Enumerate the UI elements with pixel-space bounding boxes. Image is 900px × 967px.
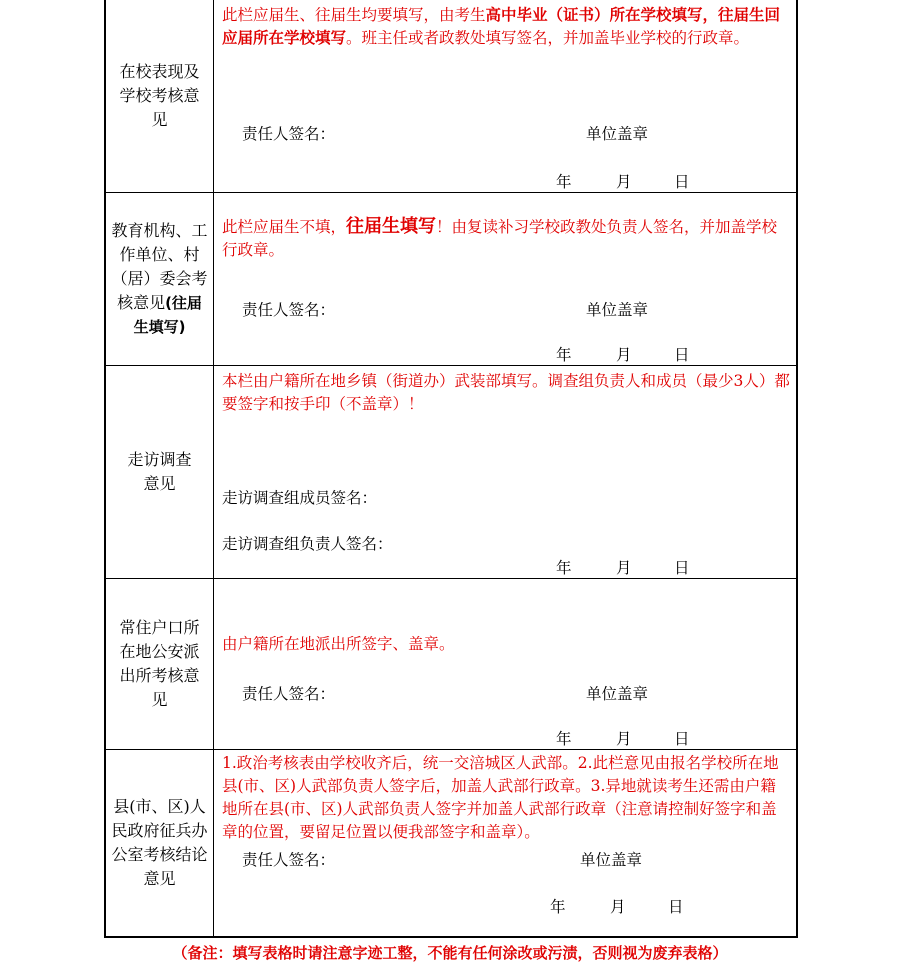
date-line [556,556,690,578]
date-day: 日 [668,898,684,916]
form-row-recruitment-office-conclusion [106,749,796,936]
instruction-note: 本栏由户籍所在地乡镇（街道办）武装部填写。调查组负责人和成员（最少3人）都要签字和按手印（不盖章）！ [222,372,790,413]
date-year: 年 [556,730,572,748]
row-content-school-review[interactable] [214,0,796,192]
note-text: 。班主任或者政教处填写签名，并加盖毕业学校的行政章。 [346,29,750,47]
row-content-recruitment-office-conclusion[interactable] [214,750,796,936]
date-month: 月 [616,173,632,191]
date-month: 月 [616,346,632,364]
leader-signature-label: 走访调查组负责人签名： [222,535,393,553]
form-row-school-review [106,0,796,192]
row-label-text: 县(市、区)人民政府征兵办公室考核结论意见 [111,797,208,888]
seal-label: 单位盖章 [586,301,649,319]
date-day: 日 [674,559,690,577]
note-emphasis: 往届生填写 [346,216,437,237]
date-line [550,895,684,917]
political-review-form [104,0,798,938]
instruction-note [222,215,790,262]
date-line [556,727,690,749]
seal-label: 单位盖章 [586,125,649,143]
row-label-school-review [106,0,214,192]
note-text: ！由复读补习学校政教处负责人签名，并加盖学校行政章。 [222,218,778,259]
row-label-text: 走访调查意见 [127,450,192,493]
signer-label: 责任人签名： [242,685,336,703]
signer-label: 责任人签名： [242,301,336,319]
date-line [556,343,690,365]
form-footer-remark: （备注：填写表格时请注意字迹工整，不能有任何涂改或污渍，否则视为废弃表格） [172,944,728,962]
members-signature-label: 走访调查组成员签名： [222,489,378,507]
instruction-note: 1.政治考核表由学校收齐后，统一交涪城区人武部。2.此栏意见由报名学校所在地县(市、区)人武部负责人签字后，加盖人武部行政章。3.异地就读考生还需由户籍地所在县(市、区)人武部负责人签字并加盖人武部行政章（注意请控制好签字和盖章的位置，要留足位置以便我部签字和盖章）。 [222,754,779,841]
date-month: 月 [616,730,632,748]
form-row-institution-review [106,192,796,365]
form-row-visit-investigation [106,365,796,578]
date-year: 年 [556,173,572,191]
row-label-institution-review [106,193,214,365]
seal-label: 单位盖章 [586,685,649,703]
signer-label: 责任人签名： [242,125,336,143]
row-label-text: 教育机构、工作单位、村（居）委会考核意见 [111,221,208,312]
row-label-block [112,219,208,339]
form-row-police-review [106,578,796,749]
row-content-police-review[interactable] [214,579,796,749]
instruction-note: 由户籍所在地派出所签字、盖章。 [222,635,455,653]
date-year: 年 [556,559,572,577]
date-year: 年 [550,898,566,916]
date-day: 日 [674,346,690,364]
row-label-visit-investigation [106,366,214,578]
date-month: 月 [616,559,632,577]
row-label-recruitment-office-conclusion [106,750,214,936]
seal-label: 单位盖章 [580,851,643,869]
note-text: 此栏应届生不填， [222,218,347,236]
row-label-text: 在校表现及学校考核意见 [119,62,200,129]
row-label-text: 常住户口所在地公安派出所考核意见 [119,618,200,709]
date-line [556,170,690,192]
instruction-note [222,4,790,50]
date-month: 月 [610,898,626,916]
date-day: 日 [674,730,690,748]
row-label-police-review [106,579,214,749]
date-year: 年 [556,346,572,364]
date-day: 日 [674,173,690,191]
signer-label: 责任人签名： [242,851,336,869]
note-emphasis: 高中毕业（证书）所在学校填写，往届生回应届所在学校填写 [222,6,781,47]
row-content-institution-review[interactable] [214,193,796,365]
row-label-emphasis: (往届生填写) [133,294,202,336]
note-text: 此栏应届生、往届生均要填写，由考生 [222,6,486,24]
row-content-visit-investigation[interactable] [214,366,796,578]
